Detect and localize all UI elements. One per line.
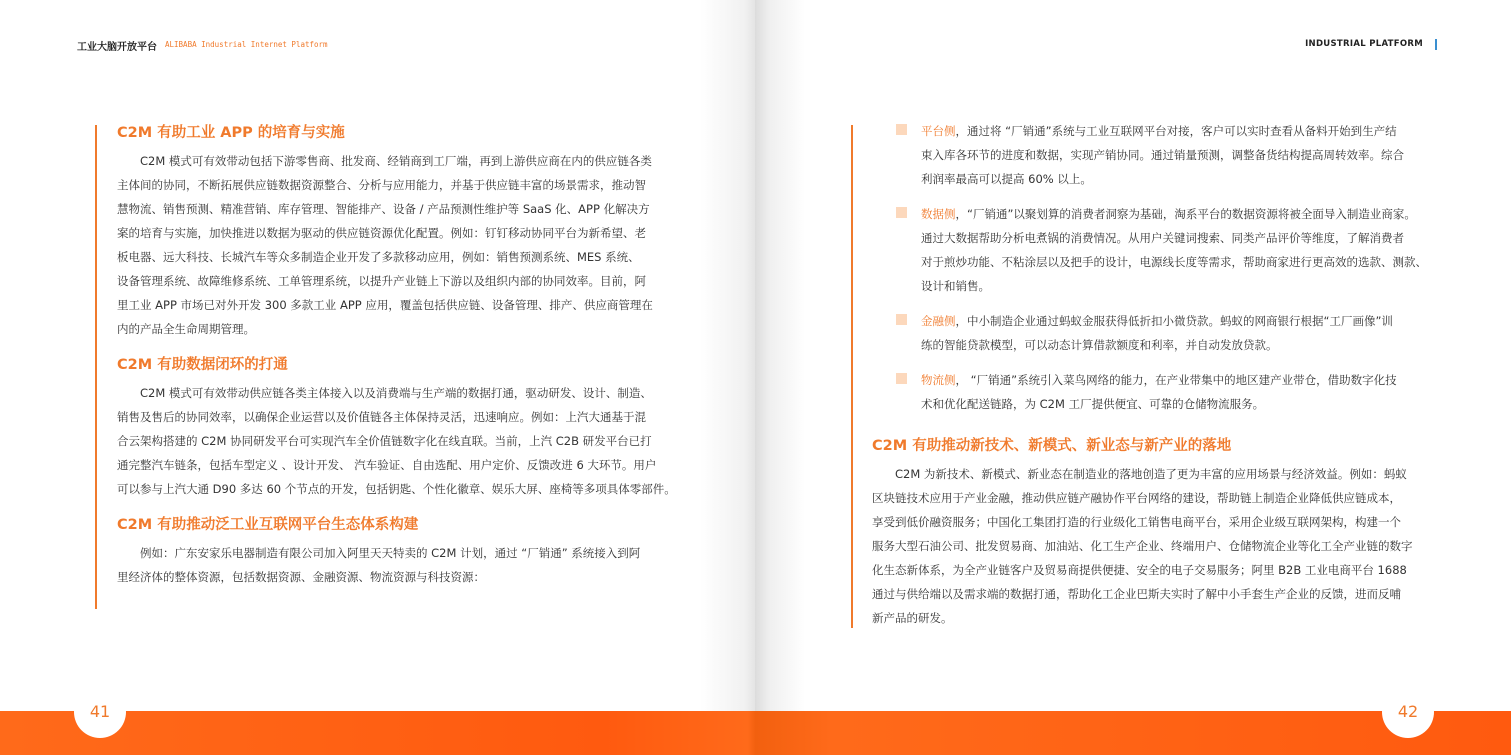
paragraph-line: 设备管理系统、故障维修系统、工单管理系统，以提升产业链上下游以及组织内部的协同效率。目前，阿 (117, 274, 646, 288)
left-accent-rule (95, 125, 97, 609)
paragraph-line: C2M 模式可有效带动包括下游零售商、批发商、经销商到工厂端，再到上游供应商在内的供应链各类 (140, 154, 652, 168)
header-right-title: INDUSTRIAL PLATFORM (1305, 39, 1423, 49)
section-body (117, 381, 681, 501)
bullet-item-data (896, 202, 1437, 298)
paragraph-line: 慧物流、销售预测、精准营销、库存管理、智能排产、设备 / 产品预测性维护等 SaaS 化、APP 化解决方 (117, 202, 650, 216)
bullet-label: 金融侧 (921, 314, 956, 328)
bullet-label: 数据侧 (921, 207, 956, 221)
section-body (117, 149, 681, 341)
header-accent-bar (1435, 39, 1437, 50)
header-title: 工业大脑开放平台 (77, 42, 157, 53)
bullet-text: 束入库各环节的进度和数据，实现产销协同。通过销量预测，调整备货结构提高周转效率。综合 (921, 148, 1404, 162)
bullet-text: ， “厂销通”系统引入菜鸟网络的能力，在产业带集中的地区建产业带仓，借助数字化技 (955, 373, 1397, 387)
paragraph-line: 享受到低价融资服务；中国化工集团打造的行业级化工销售电商平台，采用企业级互联网架构，构建一个 (872, 515, 1401, 529)
bullet-text: 对于煎炒功能、不粘涂层以及把手的设计，电源线长度等需求，帮助商家进行更高效的选款、测款、 (921, 255, 1427, 269)
paragraph-line: 销售及售后的协同效率，以确保企业运营以及价值链各主体保持灵活，迅速响应。例如：上汽大通基于混 (117, 410, 646, 424)
paragraph-line: 服务大型石油公司、批发贸易商、加油站、化工生产企业、终端用户、仓储物流企业等化工全产业链的数字 (872, 539, 1413, 553)
right-column (896, 119, 1437, 416)
bullet-item-logistics (896, 368, 1437, 416)
bullet-square-icon (896, 314, 907, 325)
paragraph-line: 案的培育与实施，加快推进以数据为驱动的供应链资源优化配置。例如：钉钉移动协同平台为新希望、老 (117, 226, 646, 240)
bullet-text: 术和优化配送链路，为 C2M 工厂提供便宜、可靠的仓储物流服务。 (921, 397, 1265, 411)
section-heading: C2M 有助数据闭环的打通 (117, 357, 288, 373)
paragraph-line: 新产品的研发。 (872, 611, 953, 625)
left-page (0, 0, 755, 755)
page-number-left: 41 (74, 686, 126, 738)
header-subtitle: ALIBABA Industrial Internet Platform (165, 40, 328, 49)
paragraph-line: 可以参与上汽大通 D90 多达 60 个节点的开发，包括钥匙、个性化徽章、娱乐大屏、座椅等多项具体零部件。 (117, 482, 676, 496)
bullet-text: ，中小制造企业通过蚂蚁金服获得低折扣小微贷款。蚂蚁的网商银行根据“工厂画像”训 (955, 314, 1393, 328)
bullet-text: 利润率最高可以提高 60% 以上。 (921, 172, 1092, 186)
bullet-text: 设计和销售。 (921, 279, 990, 293)
bullet-text: 通过大数据帮助分析电煮锅的消费情况。从用户关键词搜索、同类产品评价等维度，了解消费者 (921, 231, 1404, 245)
right-accent-rule (851, 125, 853, 628)
right-section (872, 436, 1437, 630)
paragraph-line: C2M 模式可有效带动供应链各类主体接入以及消费端与生产端的数据打通，驱动研发、设计、制造、 (140, 386, 652, 400)
paragraph-line: 化生态新体系，为全产业链客户及贸易商提供便捷、安全的电子交易服务；阿里 B2B 工业电商平台 1688 (872, 563, 1407, 577)
paragraph-line: 区块链技术应用于产业金融，推动供应链产融协作平台网络的建设，帮助链上制造企业降低供应链成本， (872, 491, 1401, 505)
section-heading: C2M 有助推动新技术、新模式、新业态与新产业的落地 (872, 438, 1232, 454)
page-number-right: 42 (1382, 686, 1434, 738)
section-body (117, 541, 681, 589)
footer-band (0, 711, 1511, 755)
bullet-item-finance (896, 309, 1437, 357)
paragraph-line: 例如：广东安家乐电器制造有限公司加入阿里天天特卖的 C2M 计划，通过 “厂销通” 系统接入到阿 (140, 546, 641, 560)
bullet-square-icon (896, 124, 907, 135)
bullet-text: ，通过将 “厂销通”系统与工业互联网平台对接，客户可以实时查看从备料开始到生产结 (955, 124, 1397, 138)
paragraph-line: 合云架构搭建的 C2M 协同研发平台可实现汽车全价值链数字化在线直联。当前，上汽 C2B 研发平台已打 (117, 434, 652, 448)
bullet-item-platform (896, 119, 1437, 191)
paragraph-line: 里经济体的整体资源，包括数据资源、金融资源、物流资源与科技资源： (117, 570, 485, 584)
paragraph-line: 通完整汽车链条，包括车型定义 、设计开发、 汽车验证、自由选配、用户定价、反馈改进 6 大环节。用户 (117, 458, 657, 472)
bullet-text: ，“厂销通”以聚划算的消费者洞察为基础，淘系平台的数据资源将被全面导入制造业商家。 (955, 207, 1416, 221)
section-heading: C2M 有助工业 APP 的培育与实施 (117, 125, 345, 141)
bullet-label: 物流侧 (921, 373, 956, 387)
paragraph-line: 主体间的协同，不断拓展供应链数据资源整合、分析与应用能力，并基于供应链丰富的场景需求，推动智 (117, 178, 646, 192)
paragraph-line: 内的产品全生命周期管理。 (117, 322, 255, 336)
paragraph-line: 板电器、远大科技、长城汽车等众多制造企业开发了多款移动应用，例如：销售预测系统、MES 系统、 (117, 250, 640, 264)
bullet-text: 练的智能贷款模型，可以动态计算借款额度和利率，并自动发放贷款。 (921, 338, 1278, 352)
bullet-square-icon (896, 373, 907, 384)
right-page (755, 0, 1511, 755)
paragraph-line: 通过与供给端以及需求端的数据打通，帮助化工企业巴斯夫实时了解中小手套生产企业的反馈，进而反哺 (872, 587, 1401, 601)
paragraph-line: 里工业 APP 市场已对外开发 300 多款工业 APP 应用，覆盖包括供应链、设备管理、排产、供应商管理在 (117, 298, 653, 312)
paragraph-line: C2M 为新技术、新模式、新业态在制造业的落地创造了更为丰富的应用场景与经济效益。例如：蚂蚁 (895, 467, 1407, 481)
bullet-label: 平台侧 (921, 124, 956, 138)
left-column (117, 123, 681, 589)
section-body (872, 462, 1437, 630)
section-heading: C2M 有助推动泛工业互联网平台生态体系构建 (117, 517, 419, 533)
bullet-square-icon (896, 207, 907, 218)
